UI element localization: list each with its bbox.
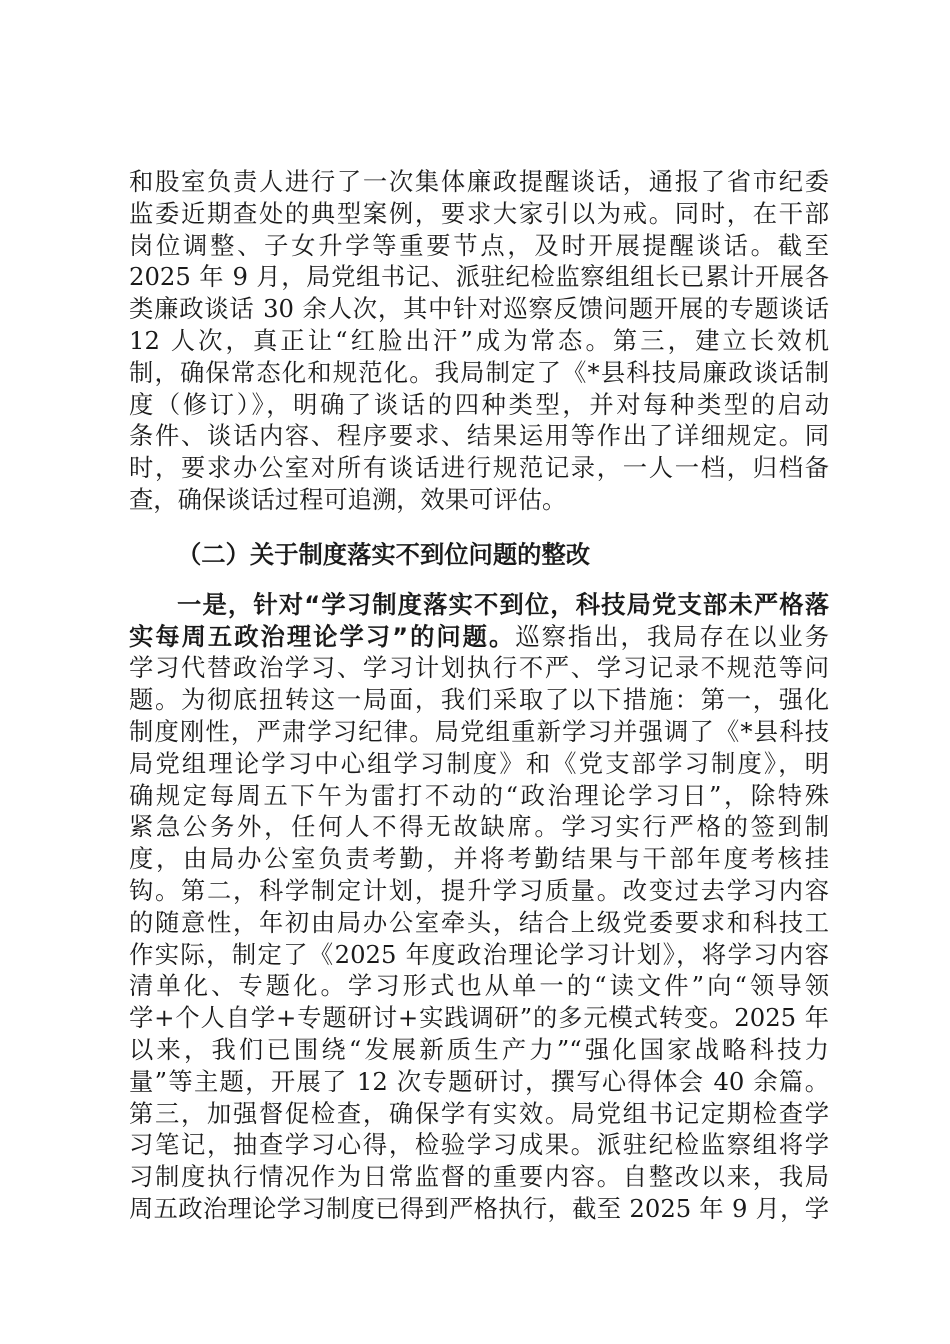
text-line-second <box>129 621 829 653</box>
text-line: 量”等主题，开展了 12 次专题研讨，撰写心得体会 40 余篇。 <box>129 1066 829 1096</box>
text-line: 题。为彻底扭转这一局面，我们采取了以下措施：第一，强化 <box>129 685 829 715</box>
text-line: 度（修订）》，明确了谈话的四种类型，并对每种类型的启动 <box>129 389 829 419</box>
text-line: 12 人次，真正让“红脸出汗”成为常态。第三，建立长效机 <box>129 325 829 355</box>
text-line: 监委近期查处的典型案例，要求大家引以为戒。同时，在干部 <box>129 198 829 228</box>
text-line: 的随意性，年初由局办公室牵头，结合上级党委要求和科技工 <box>129 907 829 937</box>
paragraph-study-system <box>129 589 829 1225</box>
text-line: 钩。第二，科学制定计划，提升学习质量。改变过去学习内容 <box>129 875 829 905</box>
section-heading: （二）关于制度落实不到位问题的整改 <box>177 539 591 569</box>
text-line: 2025 年 9 月，局党组书记、派驻纪检监察组组长已累计开展各 <box>129 262 829 292</box>
text-line: 习制度执行情况作为日常监督的重要内容。自整改以来，我局 <box>129 1162 829 1192</box>
text-line: 时，要求办公室对所有谈话进行规范记录，一人一档，归档备 <box>129 453 829 483</box>
text-line: 学+个人自学+专题研讨+实践调研”的多元模式转变。2025 年 <box>129 1003 829 1033</box>
text-line: 类廉政谈话 30 余人次，其中针对巡察反馈问题开展的专题谈话 <box>129 294 829 324</box>
text-line: 确规定每周五下午为雷打不动的“政治理论学习日”，除特殊 <box>129 780 829 810</box>
text-line: 岗位调整、子女升学等重要节点，及时开展提醒谈话。截至 <box>129 230 829 260</box>
text-line: 周五政治理论学习制度已得到严格执行，截至 2025 年 9 月，学 <box>129 1193 829 1223</box>
bold-lead-text-end: 实每周五政治理论学习”的问题。 <box>129 621 516 651</box>
text-line: 作实际，制定了《2025 年度政治理论学习计划》，将学习内容 <box>129 939 829 969</box>
paragraph-talks-mechanism <box>129 166 829 516</box>
text-line: 清单化、专题化。学习形式也从单一的“读文件”向“领导领 <box>129 971 829 1001</box>
text-line: 制，确保常态化和规范化。我局制定了《*县科技局廉政谈话制 <box>129 357 829 387</box>
document-page <box>129 166 829 1225</box>
text-line: 学习代替政治学习、学习计划执行不严、学习记录不规范等问 <box>129 653 829 683</box>
text-line: 紧急公务外，任何人不得无故缺席。学习实行严格的签到制 <box>129 812 829 842</box>
text-line: 条件、谈话内容、程序要求、结果运用等作出了详细规定。同 <box>129 421 829 451</box>
text-line: 习笔记，抽查学习心得，检验学习成果。派驻纪检监察组将学 <box>129 1130 829 1160</box>
bold-lead-text: 一是，针对“学习制度落实不到位，科技局党支部未严格落 <box>177 589 829 619</box>
text-line-first <box>129 589 829 621</box>
text-line: 和股室负责人进行了一次集体廉政提醒谈话，通报了省市纪委 <box>129 167 829 196</box>
paragraph-gap <box>129 516 829 538</box>
heading-gap <box>129 572 829 589</box>
text-line: 度，由局办公室负责考勤，并将考勤结果与干部年度考核挂 <box>129 844 829 874</box>
text-line: 查，确保谈话过程可追溯，效果可评估。 <box>129 484 567 514</box>
text-line: 第三，加强督促检查，确保学有实效。局党组书记定期检查学 <box>129 1098 829 1128</box>
text-line: 以来，我们已围绕“发展新质生产力”“强化国家战略科技力 <box>129 1034 829 1064</box>
body-text: 巡察指出，我局存在以业务 <box>515 621 830 651</box>
text-line: 局党组理论学习中心组学习制度》和《党支部学习制度》，明 <box>129 748 829 778</box>
text-line: 制度刚性，严肃学习纪律。局党组重新学习并强调了《*县科技 <box>129 716 829 746</box>
